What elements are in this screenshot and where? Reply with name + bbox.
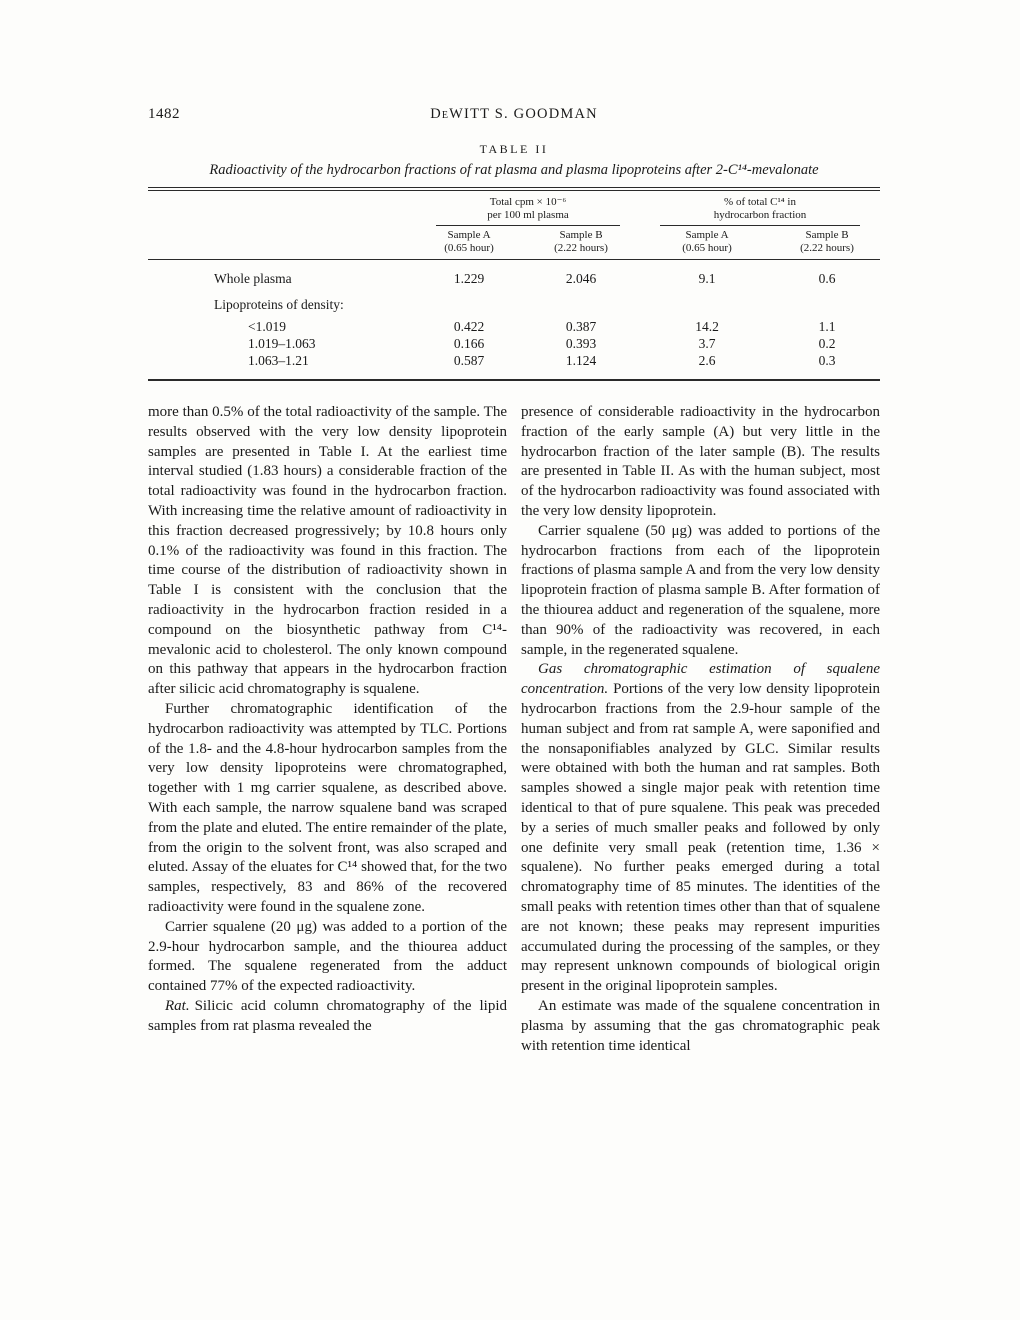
cell	[416, 296, 522, 318]
cell: 2.6	[698, 353, 716, 368]
group-header-cpm	[416, 189, 640, 226]
table-head	[148, 189, 880, 260]
paragraph-text: presence of considerable radioactivity in the hydrocarbon fraction of the early sample (A) but very little in the hydrocarbon fraction of the later sample (B). The results are presented in Table II. As with the human subject, most of the hydrocarbon radioactivity was found associated with the very low density lipoprotein.	[521, 404, 880, 519]
sub-header-line: (0.65 hour)	[444, 242, 494, 254]
right-column	[521, 403, 880, 1056]
cell: 1.1	[818, 319, 836, 334]
sub-header-line: (2.22 hours)	[800, 242, 854, 254]
table-row	[148, 260, 880, 297]
cell	[522, 296, 640, 318]
cell: 0.3	[818, 353, 836, 368]
cell: 0.2	[818, 336, 836, 351]
paragraph-text: Further chromatographic identification of the hydrocarbon radioactivity was attempted by TLC. Portions of the 1.8- and the 4.8-hour hydrocarbon samples from the very low density lipoproteins were chromatographed, together with 1 mg carrier squalene, as described above. With each sample, the narrow squalene band was scraped from the plate and eluted. The entire remainder of the plate, from the origin to the solvent front, was also scraped and eluted. Assay of the eluates for C¹⁴ showed that, for the two samples, respectively, 83 and 86% of the recovered radioactivity were found in the squalene zone.	[148, 700, 507, 915]
page-content	[148, 106, 880, 1056]
sub-header-sample-a-cpm	[416, 226, 522, 260]
row-label: <1.019	[248, 319, 286, 334]
body-text	[148, 403, 880, 1056]
paragraph	[148, 918, 507, 997]
row-label: 1.019–1.063	[248, 336, 316, 351]
group-header-line: % of total C¹⁴ in	[724, 196, 796, 208]
paragraph	[521, 660, 880, 997]
sub-header-line: Sample A	[685, 229, 729, 241]
table-row	[148, 296, 880, 318]
table-body	[148, 260, 880, 381]
cell: 0.587	[453, 353, 485, 368]
group-header-percent	[640, 189, 880, 226]
table-row	[148, 318, 880, 335]
sub-header-line: (0.65 hour)	[682, 242, 732, 254]
paragraph	[521, 522, 880, 661]
table-label: TABLE II	[479, 142, 549, 156]
left-column	[148, 403, 507, 1056]
paragraph-text: more than 0.5% of the total radioactivity of the sample. The results observed with the very low density lipoprotein samples are presented in Table I. At the earliest time interval studied (1.83 hours) a considerable fraction of the total radioactivity was found in the hydrocarbon fraction. With increasing time the relative amount of radioactivity in this fraction decreased progressively; by 10.8 hours only 0.1% of the radioactivity was found in this fraction. The time course of the distribution of radioactivity shown in Table I is consistent with the conclusion that the radioactivity in the hydrocarbon fraction resided in a compound on the biosynthetic pathway from C¹⁴-mevalonic acid to cholesterol. The only known compound on this pathway that appears in the hydrocarbon fraction after silicic acid chromatography is squalene.	[148, 404, 507, 698]
stub-cell	[148, 189, 416, 260]
paragraph-lead: Rat.	[165, 997, 190, 1014]
paragraph	[148, 403, 507, 700]
paragraph	[148, 700, 507, 918]
table-2-block	[148, 142, 880, 381]
paragraph	[521, 403, 880, 522]
paragraph-text: Silicic acid column chromatography of the lipid samples from rat plasma revealed the	[148, 997, 507, 1034]
paragraph-text: Carrier squalene (50 μg) was added to portions of the hydrocarbon fractions from each of the lipoprotein fractions of plasma sample A and from the very low density lipoprotein fraction of plasma sample B. After formation of the thiourea adduct and regeneration of the squalene, more than 90% of the radioactivity was recovered, in each sample, in the regenerated squalene.	[521, 522, 880, 658]
sub-header-line: Sample B	[559, 229, 603, 241]
cell	[640, 296, 774, 318]
cell: 1.229	[453, 271, 485, 286]
cell: 14.2	[695, 319, 719, 334]
page-number: 1482	[148, 106, 180, 122]
group-header-row	[148, 189, 880, 226]
paragraph-lead: Gas chromatographic estimation of squalene concentration.	[521, 661, 880, 698]
cell: 0.387	[565, 319, 597, 334]
cell: 0.6	[818, 271, 836, 286]
row-label: Whole plasma	[214, 271, 292, 286]
row-label: 1.063–1.21	[248, 353, 309, 368]
table-row	[148, 335, 880, 352]
paragraph	[148, 997, 507, 1037]
cell: 9.1	[698, 271, 716, 286]
paragraph	[521, 997, 880, 1056]
cell: 2.046	[565, 271, 597, 286]
cell: 3.7	[698, 336, 716, 351]
cell	[774, 296, 880, 318]
paragraph-text: Carrier squalene (20 μg) was added to a portion of the 2.9-hour hydrocarbon sample, and the thiourea adduct formed. The squalene regenerated from the adduct contained 77% of the expected radioactivity.	[148, 918, 507, 995]
group-header-line: hydrocarbon fraction	[713, 209, 807, 221]
table-caption: Radioactivity of the hydrocarbon fractions of rat plasma and plasma lipoproteins after 2-C¹⁴-mevalonate	[209, 162, 819, 178]
sub-header-sample-b-percent	[774, 226, 880, 260]
page-header	[148, 106, 880, 126]
table-row	[148, 352, 880, 380]
sub-header-sample-a-percent	[640, 226, 774, 260]
cell: 0.166	[453, 336, 485, 351]
group-header-line: Total cpm × 10⁻⁶	[489, 196, 567, 208]
cell: 0.393	[565, 336, 597, 351]
paragraph-text: An estimate was made of the squalene concentration in plasma by assuming that the gas chromatographic peak with retention time identical	[521, 997, 880, 1054]
sub-header-sample-b-cpm	[522, 226, 640, 260]
paragraph-text: Portions of the very low density lipoprotein hydrocarbon fractions from the 2.9-hour sample of the human subject and from rat sample A, were saponified and the nonsaponifiables analyzed by GLC. Similar results were obtained with both the human and rat samples. Both samples showed a single major peak with retention time identical to that of pure squalene. This peak was preceded by a series of much smaller peaks and followed by only one definite very small peak (retention time, 1.36 × squalene). No further peaks emerged during a total chromatography time of 85 minutes. The identities of the small peaks with retention times other than that of squalene are not known; these peaks may represent impurities accumulated during the processing of the samples, or they may represent unknown compounds of biological origin present in the original lipoprotein samples.	[521, 681, 880, 995]
group-header-line: per 100 ml plasma	[487, 209, 569, 221]
sub-header-line: (2.22 hours)	[554, 242, 608, 254]
row-label: Lipoproteins of density:	[214, 297, 344, 312]
table-2	[148, 187, 880, 381]
sub-header-line: Sample A	[447, 229, 491, 241]
cell: 0.422	[453, 319, 485, 334]
running-title: DeWITT S. GOODMAN	[430, 106, 598, 122]
sub-header-line: Sample B	[805, 229, 849, 241]
cell: 1.124	[565, 353, 597, 368]
